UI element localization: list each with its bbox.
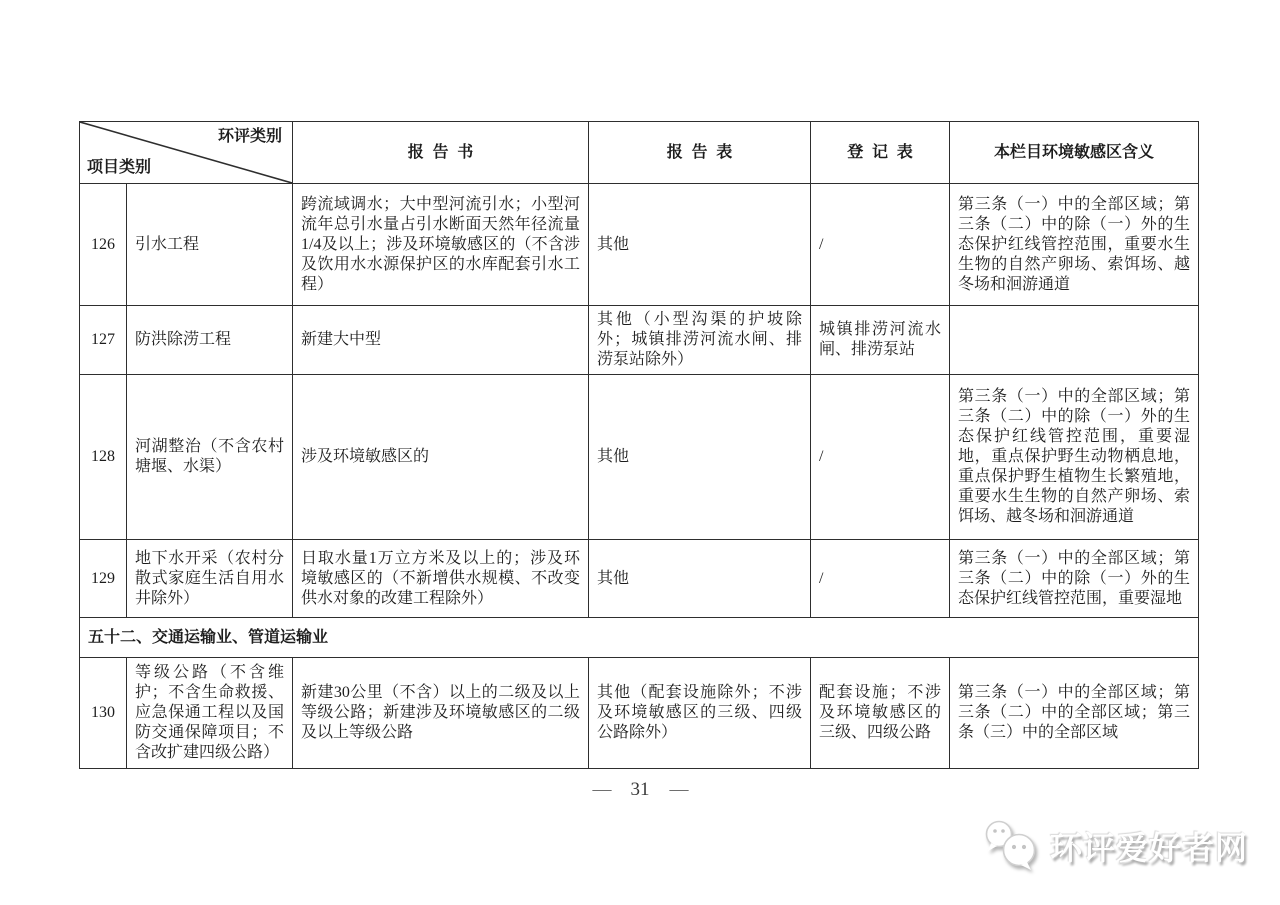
- page-number-left-dash: —: [592, 779, 611, 800]
- project-category-cell: 引水工程: [127, 184, 293, 306]
- sensitive-meaning-cell: 第三条（一）中的全部区域；第三条（二）中的除（一）外的生态保护红线管控范围，重要湿地: [950, 540, 1199, 618]
- report-form-cell: 其他: [589, 375, 811, 540]
- header-eia-category-label: 环评类别: [217, 128, 282, 145]
- watermark-logo: [983, 820, 1248, 872]
- registration-form-cell: /: [811, 540, 950, 618]
- report-book-cell: 新建30公里（不含）以上的二级及以上等级公路；新建涉及环境敏感区的二级及以上等级公路: [293, 658, 589, 769]
- diagonal-header-cell: [80, 122, 293, 184]
- header-project-category-label: 项目类别: [87, 159, 152, 176]
- report-form-cell: 其他: [589, 540, 811, 618]
- registration-form-cell: 配套设施；不涉及环境敏感区的三级、四级公路: [811, 658, 950, 769]
- report-book-cell: 日取水量1万立方米及以上的；涉及环境敏感区的（不新增供水规模、不改变供水对象的改建工程除外）: [293, 540, 589, 618]
- wechat-icon: [983, 820, 1041, 872]
- row-number: 128: [80, 375, 127, 540]
- report-form-cell: 其他: [589, 184, 811, 306]
- report-form-cell: 其他（小型沟渠的护坡除外；城镇排涝河流水闸、排涝泵站除外）: [589, 306, 811, 375]
- section-title: 五十二、交通运输业、管道运输业: [80, 618, 1199, 658]
- page-number-value: 31: [630, 779, 650, 800]
- table-row: [80, 375, 1199, 540]
- report-book-cell: 新建大中型: [293, 306, 589, 375]
- page-number-right-dash: —: [669, 779, 688, 800]
- report-form-cell: 其他（配套设施除外；不涉及环境敏感区的三级、四级公路除外）: [589, 658, 811, 769]
- report-book-cell: 跨流域调水；大中型河流引水；小型河流年总引水量占引水断面天然年径流量1/4及以上；涉及环境敏感区的（不含涉及饮用水水源保护区的水库配套引水工程）: [293, 184, 589, 306]
- header-registration-form: 登记表: [811, 122, 950, 184]
- row-number: 129: [80, 540, 127, 618]
- project-category-cell: 地下水开采（农村分散式家庭生活自用水井除外）: [127, 540, 293, 618]
- sensitive-meaning-cell: 第三条（一）中的全部区域；第三条（二）中的除（一）外的生态保护红线管控范围，重要湿地，重点保护野生动物栖息地，重点保护野生植物生长繁殖地，重要水生生物的自然产卵场、索饵场、越冬场和洄游通道: [950, 375, 1199, 540]
- table-row: [80, 658, 1199, 769]
- eia-classification-table: [79, 121, 1199, 769]
- watermark-text: 环评爱好者网: [1050, 830, 1249, 866]
- table-row: [80, 540, 1199, 618]
- header-report-form: 报告表: [589, 122, 811, 184]
- registration-form-cell: 城镇排涝河流水闸、排涝泵站: [811, 306, 950, 375]
- sensitive-meaning-cell: 第三条（一）中的全部区域；第三条（二）中的全部区域；第三条（三）中的全部区域: [950, 658, 1199, 769]
- sensitive-meaning-cell: [950, 306, 1199, 375]
- project-category-cell: 河湖整治（不含农村塘堰、水渠）: [127, 375, 293, 540]
- header-report-book: 报告书: [293, 122, 589, 184]
- page-number: [0, 779, 1280, 801]
- table-row: [80, 184, 1199, 306]
- row-number: 130: [80, 658, 127, 769]
- table-row: [80, 306, 1199, 375]
- registration-form-cell: /: [811, 184, 950, 306]
- project-category-cell: 防洪除涝工程: [127, 306, 293, 375]
- header-sensitive-meaning: 本栏目环境敏感区含义: [950, 122, 1199, 184]
- table-header-row: [80, 122, 1199, 184]
- project-category-cell: 等级公路（不含维护；不含生命救援、应急保通工程以及国防交通保障项目；不含改扩建四级公路）: [127, 658, 293, 769]
- section-header-row: [80, 618, 1199, 658]
- sensitive-meaning-cell: 第三条（一）中的全部区域；第三条（二）中的除（一）外的生态保护红线管控范围，重要水生生物的自然产卵场、索饵场、越冬场和洄游通道: [950, 184, 1199, 306]
- report-book-cell: 涉及环境敏感区的: [293, 375, 589, 540]
- registration-form-cell: /: [811, 375, 950, 540]
- row-number: 127: [80, 306, 127, 375]
- row-number: 126: [80, 184, 127, 306]
